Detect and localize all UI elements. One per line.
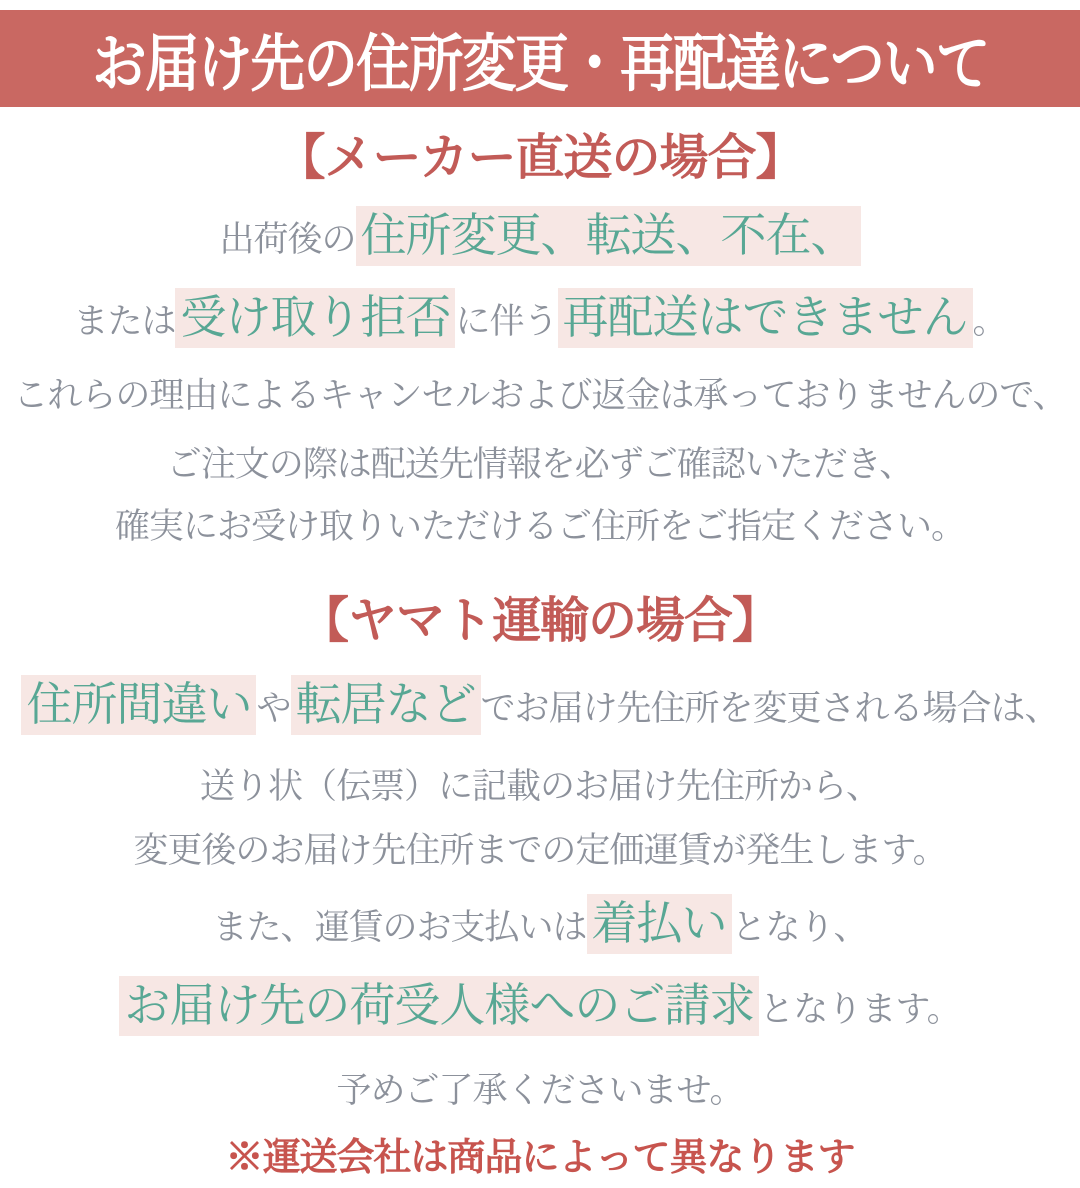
section-heading-maker-direct: 【メーカー直送の場合】: [276, 131, 804, 185]
text-segment: 送り状（伝票）に記載のお届け先住所から、: [199, 767, 880, 806]
section-heading-yamato: 【ヤマト運輸の場合】: [299, 594, 780, 648]
section-maker-direct: [0, 127, 1080, 555]
text-segment: 変更後のお届け先住所までの定価運賃が発生します。: [133, 831, 947, 870]
section-yamato: [0, 591, 1080, 1119]
highlighted-text: 住所間違い: [21, 675, 256, 735]
text-segment: 。: [972, 302, 1007, 341]
maker-line-confirm-info: [0, 444, 1080, 493]
text-segment: また、運賃のお支払いは: [212, 908, 587, 947]
text-segment: に伴う: [455, 302, 558, 341]
yamato-line-understanding: [0, 1070, 1080, 1119]
page-title: お届け先の住所変更・再配達について: [91, 30, 989, 99]
highlighted-text: 再配送はできません: [558, 288, 973, 348]
shipping-notice-page: [0, 10, 1080, 1179]
yamato-line-cash-on-delivery: [0, 897, 1080, 961]
maker-line-refusal-redelivery: [0, 289, 1080, 357]
text-segment: または: [73, 302, 176, 341]
highlighted-text: 住所変更、転送、不在、: [356, 206, 861, 266]
text-segment: 出荷後の: [219, 220, 356, 259]
text-segment: ご注文の際は配送先情報を必ずご確認いただき、: [166, 445, 914, 484]
yamato-line-invoice-address: [0, 766, 1080, 815]
yamato-line-billed-to-recipient: [0, 978, 1080, 1044]
text-segment: となります。: [759, 990, 961, 1029]
highlighted-text: 着払い: [587, 894, 732, 954]
text-segment: 予めご了承くださいませ。: [336, 1071, 744, 1110]
text-segment: これらの理由によるキャンセルおよび返金は承っておりませんので、: [13, 376, 1067, 415]
carrier-note: [0, 1136, 1080, 1188]
text-segment: 確実にお受け取りいただけるご住所をご指定ください。: [114, 507, 965, 546]
maker-line-specify-address: [0, 506, 1080, 555]
text-segment: や: [256, 689, 291, 728]
text-segment: でお届け先住所を変更される場合は、: [480, 689, 1059, 728]
highlighted-text: 転居など: [291, 675, 481, 735]
yamato-line-freight-charge: [0, 830, 1080, 879]
highlighted-text: お届け先の荷受人様へのご請求: [119, 976, 759, 1036]
yamato-line-wrong-address: [0, 675, 1080, 745]
note-text: ※運送会社は商品によって異なります: [225, 1137, 855, 1179]
highlighted-text: 受け取り拒否: [175, 288, 455, 348]
title-banner: [0, 10, 1080, 107]
maker-line-address-change: [0, 207, 1080, 275]
text-segment: となり、: [731, 908, 868, 947]
maker-line-no-cancel-refund: [0, 375, 1080, 424]
